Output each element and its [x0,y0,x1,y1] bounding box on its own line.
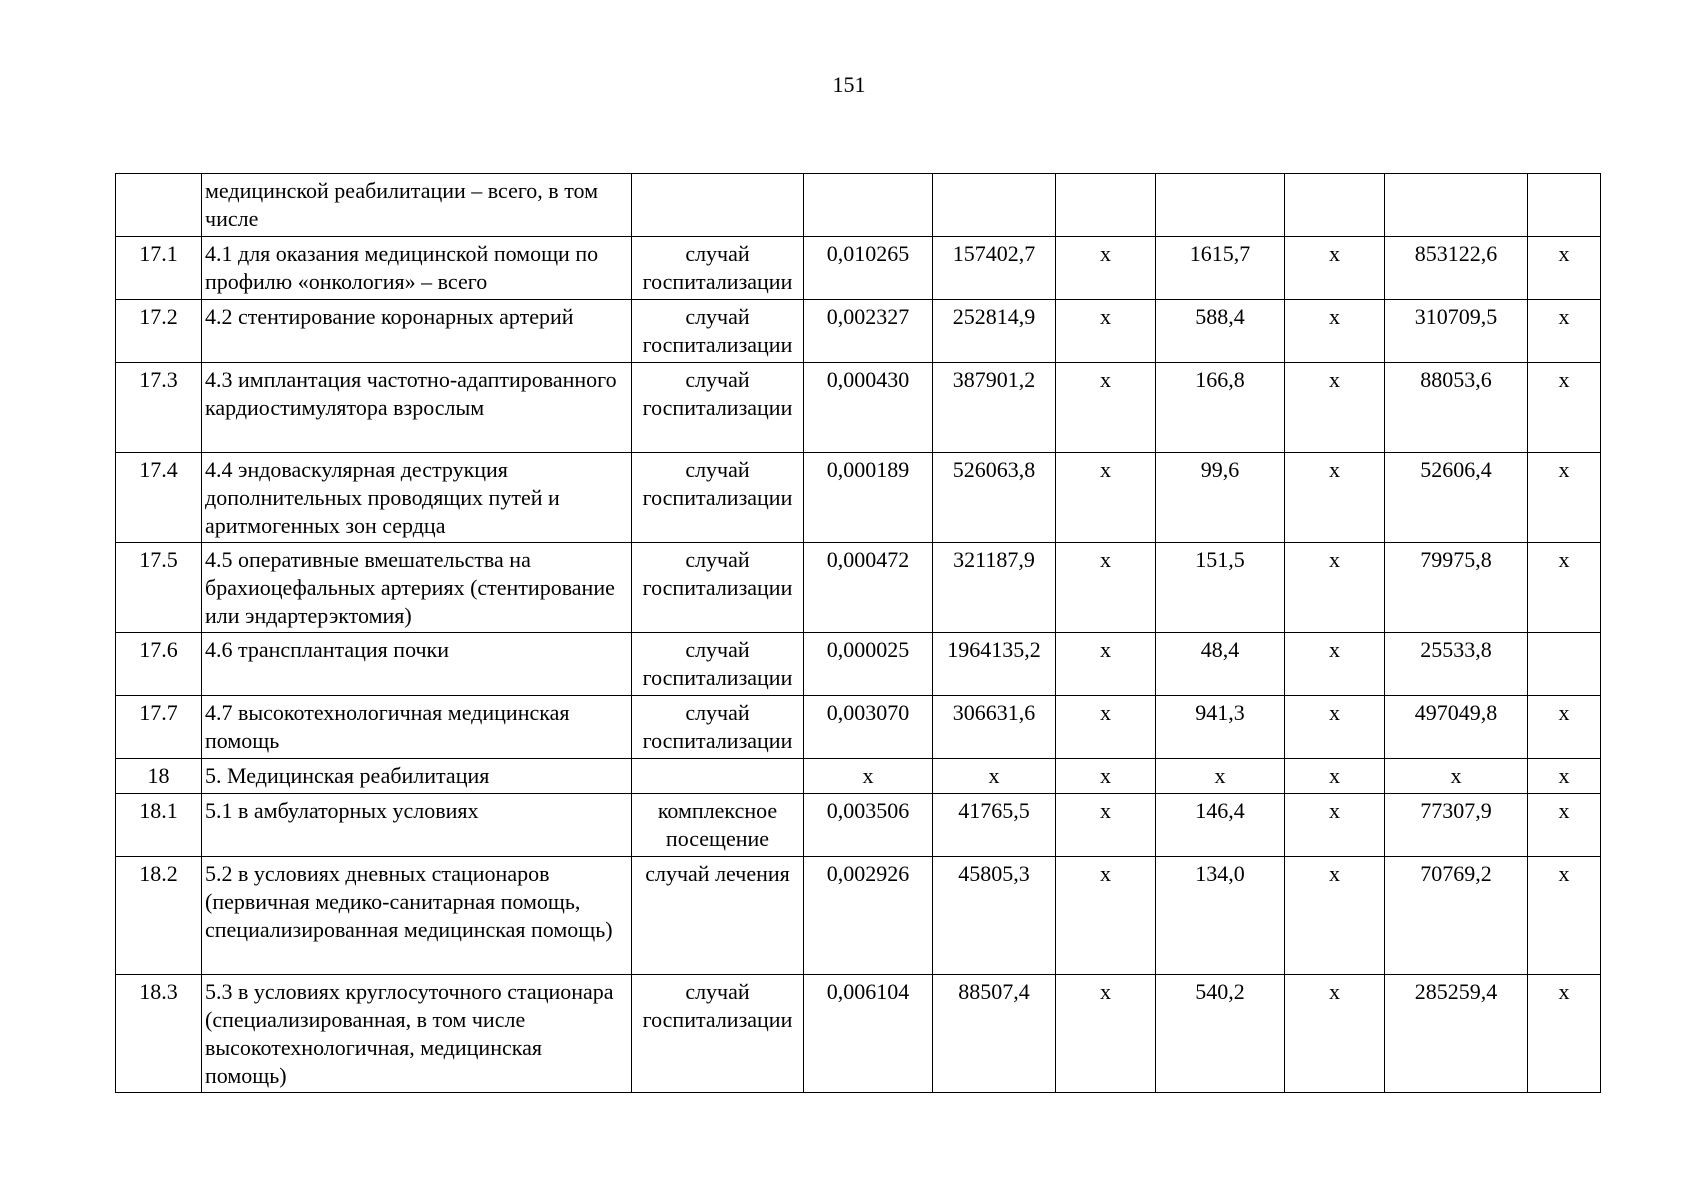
table-body [116,174,1601,1093]
norm-volume-cell: 0,003070 [804,696,933,759]
norm-cost-cell: 387901,2 [933,363,1056,453]
budget-per-capita-cell: х [1056,633,1156,696]
indicator-name-cell: 4.1 для оказания медицинской помощи по профилю «онкология» – всего [202,237,632,300]
norm-volume-cell: 0,006104 [804,975,933,1093]
oms-total-cell: 52606,4 [1385,453,1528,543]
oms-total-cell: х [1385,759,1528,794]
budget-per-capita-cell: х [1056,237,1156,300]
row-number-cell: 17.6 [116,633,202,696]
row-number-cell [116,174,202,237]
share-cell: х [1528,453,1601,543]
share-cell: х [1528,759,1601,794]
unit-cell: случай госпитализации [632,633,804,696]
oms-per-capita-cell [1156,174,1285,237]
indicator-name-cell: 4.3 имплантация частотно-адаптированного кардиостимулятора взрослым [202,363,632,453]
norm-volume-cell: 0,000189 [804,453,933,543]
norm-cost-cell [933,174,1056,237]
table-row [116,857,1601,975]
share-cell: х [1528,794,1601,857]
unit-cell: случай лечения [632,857,804,975]
budget-per-capita-cell: х [1056,794,1156,857]
norm-cost-cell: 252814,9 [933,300,1056,363]
row-number-cell: 17.4 [116,453,202,543]
table-row [116,696,1601,759]
norm-volume-cell: 0,002327 [804,300,933,363]
row-number-cell: 18.1 [116,794,202,857]
budget-per-capita-cell: х [1056,453,1156,543]
oms-total-cell [1385,174,1528,237]
row-number-cell: 17.3 [116,363,202,453]
oms-total-cell: 77307,9 [1385,794,1528,857]
oms-total-cell: 853122,6 [1385,237,1528,300]
oms-per-capita-cell: 166,8 [1156,363,1285,453]
unit-cell: случай госпитализации [632,453,804,543]
oms-per-capita-cell: 151,5 [1156,543,1285,633]
table-row [116,759,1601,794]
table-row [116,543,1601,633]
row-number-cell: 17.1 [116,237,202,300]
norm-cost-cell: 41765,5 [933,794,1056,857]
row-number-cell: 17.2 [116,300,202,363]
norm-volume-cell: 0,000472 [804,543,933,633]
unit-cell: случай госпитализации [632,543,804,633]
share-cell: х [1528,696,1601,759]
oms-per-capita-cell: 588,4 [1156,300,1285,363]
indicator-name-cell: 4.2 стентирование коронарных артерий [202,300,632,363]
share-cell: х [1528,857,1601,975]
unit-cell: комплексное посещение [632,794,804,857]
indicator-name-cell: медицинской реабилитации – всего, в том числе [202,174,632,237]
table-row [116,363,1601,453]
budget-per-capita-cell: х [1056,857,1156,975]
norm-cost-cell: 45805,3 [933,857,1056,975]
share-cell [1528,174,1601,237]
row-number-cell: 17.7 [116,696,202,759]
share-cell: х [1528,543,1601,633]
budget-total-cell: х [1285,857,1385,975]
indicator-name-cell: 5.3 в условиях круглосуточного стационара (специализированная, в том числе высокотехнологичная, медицинская помощь) [202,975,632,1093]
oms-per-capita-cell: х [1156,759,1285,794]
unit-cell: случай госпитализации [632,363,804,453]
unit-cell: случай госпитализации [632,975,804,1093]
norm-volume-cell: 0,000430 [804,363,933,453]
table-row [116,794,1601,857]
budget-total-cell: х [1285,794,1385,857]
norm-cost-cell: 321187,9 [933,543,1056,633]
indicator-name-cell: 5. Медицинская реабилитация [202,759,632,794]
table-row [116,633,1601,696]
budget-per-capita-cell: х [1056,975,1156,1093]
indicator-name-cell: 4.7 высокотехнологичная медицинская помощь [202,696,632,759]
indicator-name-cell: 4.4 эндоваскулярная деструкция дополнительных проводящих путей и аритмогенных зон сердца [202,453,632,543]
norm-cost-cell: 157402,7 [933,237,1056,300]
norm-volume-cell: 0,010265 [804,237,933,300]
budget-total-cell: х [1285,453,1385,543]
financing-table [115,173,1601,1093]
budget-per-capita-cell [1056,174,1156,237]
norm-volume-cell: х [804,759,933,794]
share-cell: х [1528,363,1601,453]
oms-total-cell: 88053,6 [1385,363,1528,453]
oms-total-cell: 25533,8 [1385,633,1528,696]
norm-volume-cell: 0,002926 [804,857,933,975]
oms-total-cell: 497049,8 [1385,696,1528,759]
indicator-name-cell: 5.1 в амбулаторных условиях [202,794,632,857]
oms-total-cell: 310709,5 [1385,300,1528,363]
norm-volume-cell: 0,000025 [804,633,933,696]
unit-cell: случай госпитализации [632,696,804,759]
indicator-name-cell: 5.2 в условиях дневных стационаров (первичная медико-санитарная помощь, специализированная медицинская помощь) [202,857,632,975]
oms-per-capita-cell: 1615,7 [1156,237,1285,300]
row-number-cell: 18 [116,759,202,794]
norm-cost-cell: 306631,6 [933,696,1056,759]
budget-per-capita-cell: х [1056,696,1156,759]
budget-total-cell: х [1285,543,1385,633]
budget-per-capita-cell: х [1056,543,1156,633]
table-row [116,453,1601,543]
oms-total-cell: 70769,2 [1385,857,1528,975]
budget-total-cell: х [1285,759,1385,794]
unit-cell: случай госпитализации [632,237,804,300]
share-cell: х [1528,975,1601,1093]
oms-per-capita-cell: 134,0 [1156,857,1285,975]
oms-per-capita-cell: 48,4 [1156,633,1285,696]
norm-cost-cell: 1964135,2 [933,633,1056,696]
unit-cell: случай госпитализации [632,300,804,363]
table-row [116,174,1601,237]
budget-per-capita-cell: х [1056,300,1156,363]
table-row [116,237,1601,300]
norm-cost-cell: х [933,759,1056,794]
row-number-cell: 18.2 [116,857,202,975]
budget-total-cell: х [1285,975,1385,1093]
indicator-name-cell: 4.5 оперативные вмешательства на брахиоцефальных артериях (стентирование или эндартерэктомия) [202,543,632,633]
unit-cell [632,759,804,794]
budget-per-capita-cell: х [1056,363,1156,453]
oms-per-capita-cell: 99,6 [1156,453,1285,543]
budget-per-capita-cell: х [1056,759,1156,794]
indicator-name-cell: 4.6 трансплантация почки [202,633,632,696]
page-number: 151 [832,72,866,97]
share-cell: х [1528,300,1601,363]
share-cell [1528,633,1601,696]
norm-cost-cell: 526063,8 [933,453,1056,543]
row-number-cell: 17.5 [116,543,202,633]
norm-volume-cell [804,174,933,237]
oms-total-cell: 79975,8 [1385,543,1528,633]
budget-total-cell [1285,174,1385,237]
oms-per-capita-cell: 146,4 [1156,794,1285,857]
budget-total-cell: х [1285,300,1385,363]
table-row [116,975,1601,1093]
norm-volume-cell: 0,003506 [804,794,933,857]
budget-total-cell: х [1285,633,1385,696]
norm-cost-cell: 88507,4 [933,975,1056,1093]
budget-total-cell: х [1285,696,1385,759]
table-row [116,300,1601,363]
oms-per-capita-cell: 540,2 [1156,975,1285,1093]
share-cell: х [1528,237,1601,300]
budget-total-cell: х [1285,363,1385,453]
oms-total-cell: 285259,4 [1385,975,1528,1093]
row-number-cell: 18.3 [116,975,202,1093]
budget-total-cell: х [1285,237,1385,300]
unit-cell [632,174,804,237]
oms-per-capita-cell: 941,3 [1156,696,1285,759]
